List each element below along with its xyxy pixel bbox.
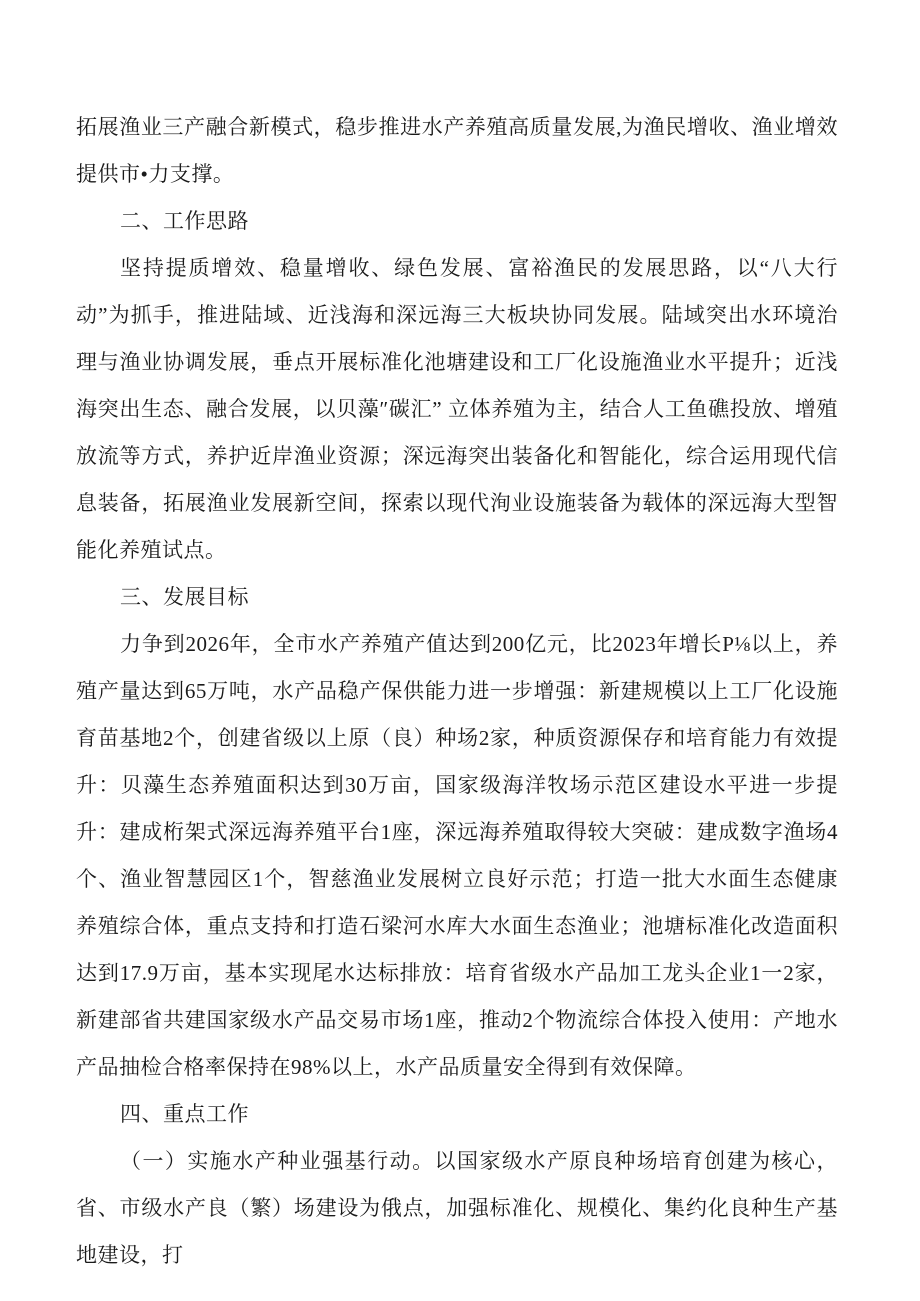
heading-section-3-development-goals: 三、发展目标 [120, 585, 249, 609]
paragraph-work-approach: 坚持提质增效、稳量增收、绿色发展、富裕渔民的发展思路，以“八大行动”为抓手，推进陆域、近浅海和深远海三大板块协同发展。陆域突出水环境治理与渔业协调发展，垂点开展标准化池塘建设和工厂化设施渔业水平提升；近浅海突出生态、融合发展，以贝藻″碳汇” 立体养殖为主，结合人工鱼礁投放、增殖放流等方式，养护近岸渔业资源；深远海突出装备化和智能化，综合运用现代信息装备，拓展渔业发展新空间，探索以现代洵业设施装备为载体的深远海大型智能化养殖试点。 [76, 256, 838, 562]
paragraph-development-goals: 力争到2026年，全市水产养殖产值达到200亿元，比2023年增长P⅛以上，养殖产量达到65万吨，水产品稳产保供能力进一步增强：新建规模以上工厂化设施育苗基地2个，创建省级以上原（良）种场2家，种质资源保存和培育能力有效提升：贝藻生态养殖面积达到30万亩，国家级海洋牧场示范区建设水平进一步提升：建成桁架式深远海养殖平台1座，深远海养殖取得较大突破：建成数字渔场4个、渔业智慧园区1个，智慈渔业发展树立良好示范；打造一批大水面生态健康养殖综合体，重点支持和打造石梁河水库大水面生态渔业；池塘标准化改造面积达到17.9万亩，基本实现尾水达标排放：培育省级水产品加工龙头企业1一2家，新建部省共建国家级水产品交易市场1座，推动2个物流综合体投入使用：产地水产品抽检合格率保持在98%以上，水产品质量安全得到有效保障。 [76, 632, 838, 1079]
paragraph-key-task-1: （一）实施水产种业强基行动。以国家级水产原良种场培育创建为核心，省、市级水产良（繁）场建设为俄点，加强标准化、规模化、集约化良种生产基地建设，打 [76, 1149, 838, 1267]
heading-section-4-key-tasks: 四、重点工作 [120, 1102, 249, 1126]
document-text-block [76, 104, 838, 1279]
paragraph-continuation: 拓展渔业三产融合新模式，稳步推进水产养殖高质量发展,为渔民增收、渔业增效提供市•力支撑。 [76, 115, 838, 186]
heading-section-2-work-approach: 二、工作思路 [120, 209, 249, 233]
